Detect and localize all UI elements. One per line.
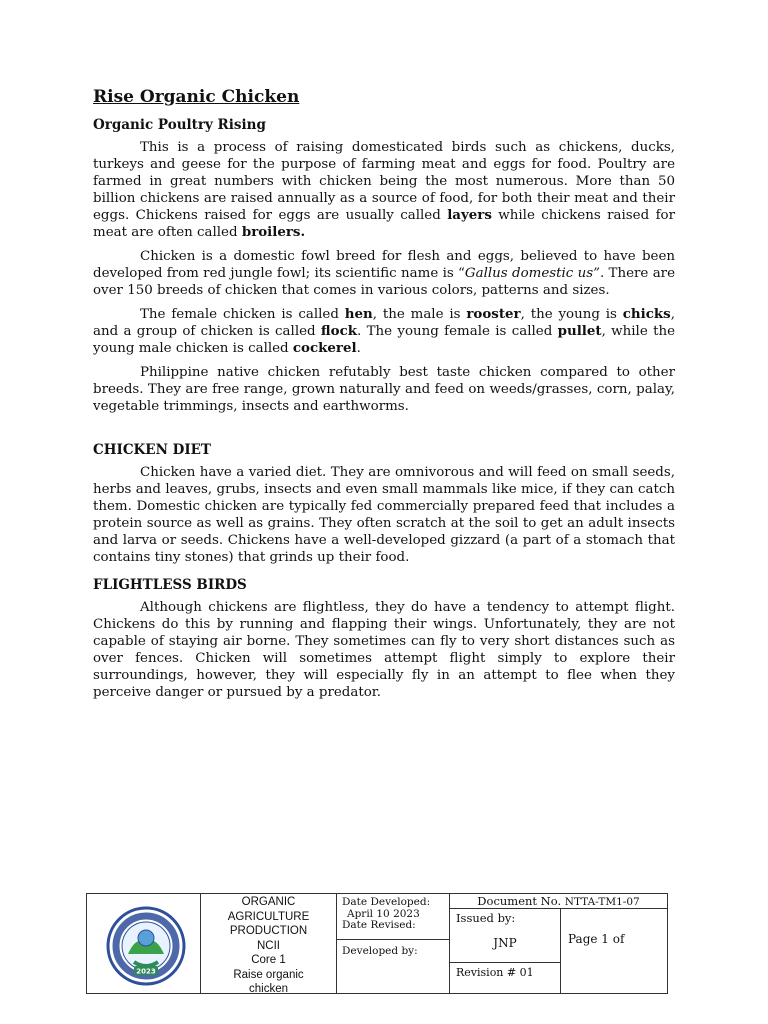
issued-cell	[450, 908, 561, 993]
course-line: chicken	[249, 983, 288, 995]
course-line: NCII	[257, 939, 280, 952]
logo-year-text: 2023	[136, 967, 156, 976]
section-heading-organic-poultry: Organic Poultry Rising	[93, 117, 266, 133]
document-body	[93, 86, 675, 708]
paragraph: Philippine native chicken refutably best taste chicken compared to other breeds. They are free range, grown naturally and feed on weeds/grasses, corn, palay, vegetable trimmings, insects and earthworms.	[93, 365, 675, 414]
issued-by-label: Issued by:	[456, 911, 516, 925]
footer-logo-cell	[87, 894, 201, 993]
footer-document-cell	[450, 894, 667, 993]
revision-number: Revision # 01	[456, 966, 534, 979]
date-revised-label: Date Revised:	[342, 919, 416, 931]
document-number: Document No. NTTA-TM1-07	[450, 894, 667, 909]
issued-by-value: JNP	[493, 936, 517, 950]
page-number: Page 1 of	[568, 932, 625, 946]
footer-dates-cell	[337, 894, 450, 993]
cell-divider	[450, 962, 560, 963]
school-seal-logo	[106, 906, 186, 986]
section-heading-chicken-diet: CHICKEN DIET	[93, 442, 211, 458]
course-line: Raise organic	[233, 968, 304, 981]
paragraph: The female chicken is called hen, the male is rooster, the young is chicks, and a group of chicken is called flock. The young female is called pullet, while the young male chicken is called cockerel.	[93, 306, 675, 356]
paragraph: Chicken have a varied diet. They are omnivorous and will feed on small seeds, herbs and leaves, grubs, insects and even small mammals like mice, if they can catch them. Domestic chicken are typically fed commercially prepared feed that includes a protein source as well as grains. They often scratch at the soil to get an adult insects and larva or seeds. Chickens have a well-developed gizzard (a part of a stomach that contains tiny stones) that grinds up their food.	[93, 465, 675, 565]
paragraph: Although chickens are flightless, they do have a tendency to attempt flight. Chickens do this by running and flapping their wings. Unfortunately, they are not capable of staying air borne. They sometimes can fly to very short distances such as over fences. Chicken will sometimes attempt flight simply to explore their surroundings, however, they will especially fly in an attempt to flee when they perceive danger or pursued by a predator.	[93, 600, 675, 700]
course-line: AGRICULTURE	[227, 910, 310, 923]
cell-divider	[337, 939, 449, 940]
document-footer-table	[86, 893, 668, 994]
section-heading-flightless-birds: FLIGHTLESS BIRDS	[93, 577, 247, 593]
paragraph: Chicken is a domestic fowl breed for flesh and eggs, believed to have been developed from red jungle fowl; its scientific name is “Gallus domestic us”. There are over 150 breeds of chicken that comes in various colors, patterns and sizes.	[93, 249, 676, 298]
developed-by-label: Developed by:	[342, 945, 418, 957]
course-line: PRODUCTION	[229, 925, 308, 937]
footer-course-cell	[201, 894, 337, 993]
date-developed-value: April 10 2023	[347, 908, 420, 920]
course-line: Core 1	[251, 954, 286, 966]
course-line: ORGANIC	[241, 896, 296, 908]
paragraph: This is a process of raising domesticated birds such as chickens, ducks, turkeys and geese for the purpose of farming meat and eggs for food. Poultry are farmed in great numbers with chicken being the most numerous. More than 50 billion chickens are raised annually as a source of food, for both their meat and their eggs. Chickens raised for eggs are usually called layers while chickens raised for meat are often called broilers.	[93, 140, 676, 240]
date-developed-label: Date Developed:	[342, 896, 431, 908]
page-title: Rise Organic Chicken	[93, 87, 300, 107]
